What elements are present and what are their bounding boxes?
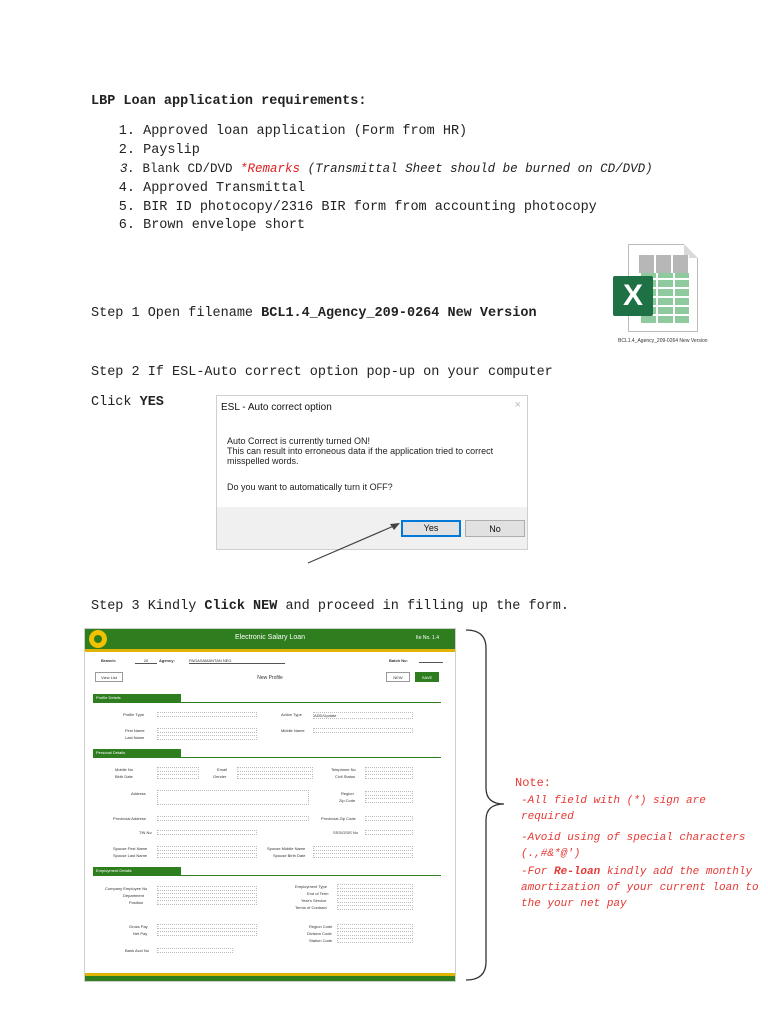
email-label: Email [217, 767, 228, 772]
division-code-field[interactable] [337, 931, 413, 936]
requirement-item-5: 5. BIR ID photocopy/2316 BIR form from accounting photocopy [118, 200, 597, 215]
dialog-title: ESL - Auto correct option [221, 402, 332, 413]
gross-pay-label: Gross Pay [129, 924, 148, 929]
division-code-label: Division Code [307, 931, 332, 936]
requirement-item-6: 6. Brown envelope short [118, 218, 306, 233]
mobile-no-field[interactable] [157, 767, 199, 772]
section-personal-details: Personal Details [93, 749, 181, 757]
form-header [85, 629, 455, 649]
region-code-label: Region Code [309, 924, 333, 929]
tin-no-label: TIN No [139, 830, 152, 835]
net-pay-field[interactable] [157, 931, 257, 936]
curly-brace-icon [464, 628, 514, 984]
save-button[interactable]: SAVE [415, 672, 439, 682]
new-button[interactable]: NEW [386, 672, 410, 682]
action-type-label: Action Type [281, 712, 302, 717]
telephone-no-label: Telephone No [331, 767, 356, 772]
spouse-birth-date-label: Spouse Birth Date [273, 853, 306, 858]
step-3: Step 3 Kindly Click NEW and proceed in filling up the form. [91, 599, 569, 614]
spouse-middle-name-label: Spouse Middle Name [267, 846, 306, 851]
step-2-click: Click YES [91, 395, 164, 410]
middle-name-field[interactable] [313, 728, 413, 733]
zip-code-label: Zip Code [339, 798, 356, 803]
section-employment-details: Employment Details [93, 867, 181, 875]
terms-of-contract-field[interactable] [337, 905, 413, 910]
position-label: Position [129, 900, 144, 905]
note-label: Note: [515, 776, 552, 790]
gender-field[interactable] [237, 774, 313, 779]
gross-pay-field[interactable] [157, 924, 257, 929]
branch-label: Branch: [101, 658, 117, 663]
arrow-pointer-icon [300, 515, 410, 567]
company-employee-no-label: Company Employee No [105, 886, 148, 891]
last-name-label: Last Name [125, 735, 145, 740]
requirement-item-2: 2. Payslip [118, 143, 200, 158]
batch-label: Batch No: [389, 658, 408, 663]
note-item-reloan: -For Re-loan kindly add the monthly amortization of your current loan to the your net pay [521, 866, 759, 910]
company-employee-no-field[interactable] [157, 886, 257, 891]
employment-type-label: Employment Type [295, 884, 327, 889]
bank-acct-label: Bank Acct No [125, 948, 150, 953]
spouse-last-name-label: Spouse Last Name [113, 853, 148, 858]
station-code-label: Station Code [309, 938, 333, 943]
branch-value: 20 [135, 658, 157, 664]
requirement-item-1: 1. Approved loan application (Form from HR) [118, 124, 468, 139]
birth-date-field[interactable] [157, 774, 199, 779]
telephone-no-field[interactable] [365, 767, 413, 772]
provincial-zip-label: Provincial Zip Code [321, 816, 356, 821]
bank-acct-field[interactable] [157, 948, 233, 953]
net-pay-label: Net Pay [133, 931, 148, 936]
provincial-address-label: Provincial Address [113, 816, 146, 821]
provincial-zip-field[interactable] [365, 816, 413, 821]
dialog-question: Do you want to automatically turn it OFF? [227, 482, 393, 492]
note-item-special-characters: -Avoid using of special characters (.,#&*@') [521, 832, 746, 860]
gender-label: Gender [213, 774, 227, 779]
form-number: Ite No. 1.4 [415, 635, 439, 641]
mobile-no-label: Mobile No [115, 767, 134, 772]
spouse-middle-name-field[interactable] [313, 846, 413, 851]
page-heading: LBP Loan application requirements: [91, 94, 367, 109]
step-1: Step 1 Open filename BCL1.4_Agency_209-0264 New Version [91, 306, 537, 321]
batch-field[interactable] [419, 658, 443, 663]
spouse-first-name-label: Spouse First Name [113, 846, 148, 851]
close-icon[interactable]: × [514, 399, 521, 411]
salary-loan-form [84, 628, 456, 982]
first-name-label: First Name [125, 728, 145, 733]
region-field[interactable] [365, 791, 413, 796]
years-service-label: Year's Service [301, 898, 327, 903]
provincial-address-field[interactable] [157, 816, 309, 821]
last-name-field[interactable] [157, 735, 257, 740]
spouse-birth-date-field[interactable] [313, 853, 413, 858]
department-label: Department [123, 893, 144, 898]
address-field[interactable] [157, 790, 309, 805]
region-code-field[interactable] [337, 924, 413, 929]
view-list-button[interactable]: View List [95, 672, 123, 682]
employment-type-field[interactable] [337, 884, 413, 889]
remarks-label: *Remarks [240, 162, 301, 176]
first-name-field[interactable] [157, 728, 257, 733]
sss-gsis-label: SSS/GSIS No [333, 830, 358, 835]
email-field[interactable] [237, 767, 313, 772]
requirement-item-4: 4. Approved Transmittal [118, 181, 306, 196]
section-profile-details: Profile Details [93, 694, 181, 702]
spouse-first-name-field[interactable] [157, 846, 257, 851]
action-type-field[interactable]: ADD/Update [313, 712, 413, 719]
end-of-term-label: End of Term [307, 891, 329, 896]
spouse-last-name-field[interactable] [157, 853, 257, 858]
birth-date-label: Birth Date [115, 774, 133, 779]
note-box [515, 776, 760, 912]
terms-of-contract-label: Terms of Contract [295, 905, 327, 910]
remarks-text: (Transmittal Sheet should be burned on CD/DVD) [300, 162, 653, 176]
note-item-required: -All field with (*) sign are required [521, 795, 706, 823]
sss-gsis-field[interactable] [365, 830, 413, 835]
excel-x-badge: X [613, 276, 653, 316]
step-2: Step 2 If ESL-Auto correct option pop-up on your computer [91, 365, 553, 380]
end-of-term-field[interactable] [337, 891, 413, 896]
profile-type-field[interactable] [157, 712, 257, 717]
no-button[interactable]: No [465, 520, 525, 537]
station-code-field[interactable] [337, 938, 413, 943]
agency-label: Agency: [159, 658, 175, 663]
requirement-item-3: 3. Blank CD/DVD *Remarks (Transmittal Sheet should be burned on CD/DVD) [119, 162, 653, 176]
tin-no-field[interactable] [157, 830, 257, 835]
department-field[interactable] [157, 893, 257, 898]
form-title: Electronic Salary Loan [234, 634, 306, 641]
step-1-filename: BCL1.4_Agency_209-0264 New Version [261, 306, 537, 321]
new-profile-title: New Profile [257, 675, 283, 681]
civil-status-label: Civil Status [335, 774, 356, 779]
agency-value: PAGASAMANTAN NEG [189, 658, 285, 664]
zip-code-field[interactable] [365, 798, 413, 803]
years-service-field[interactable] [337, 898, 413, 903]
dialog-message: Auto Correct is currently turned ON! This can result into erroneous data if the application tried to correct misspelled words. [227, 436, 494, 466]
region-label: Region [341, 791, 354, 796]
middle-name-label: Middle Name [281, 728, 305, 733]
excel-file-caption: BCL1.4_Agency_209-0264 New Version [618, 338, 708, 344]
profile-type-label: Profile Type [123, 712, 145, 717]
address-label: Address [131, 791, 146, 796]
position-field[interactable] [157, 900, 257, 905]
civil-status-field[interactable] [365, 774, 413, 779]
yes-button[interactable]: Yes [401, 520, 461, 537]
